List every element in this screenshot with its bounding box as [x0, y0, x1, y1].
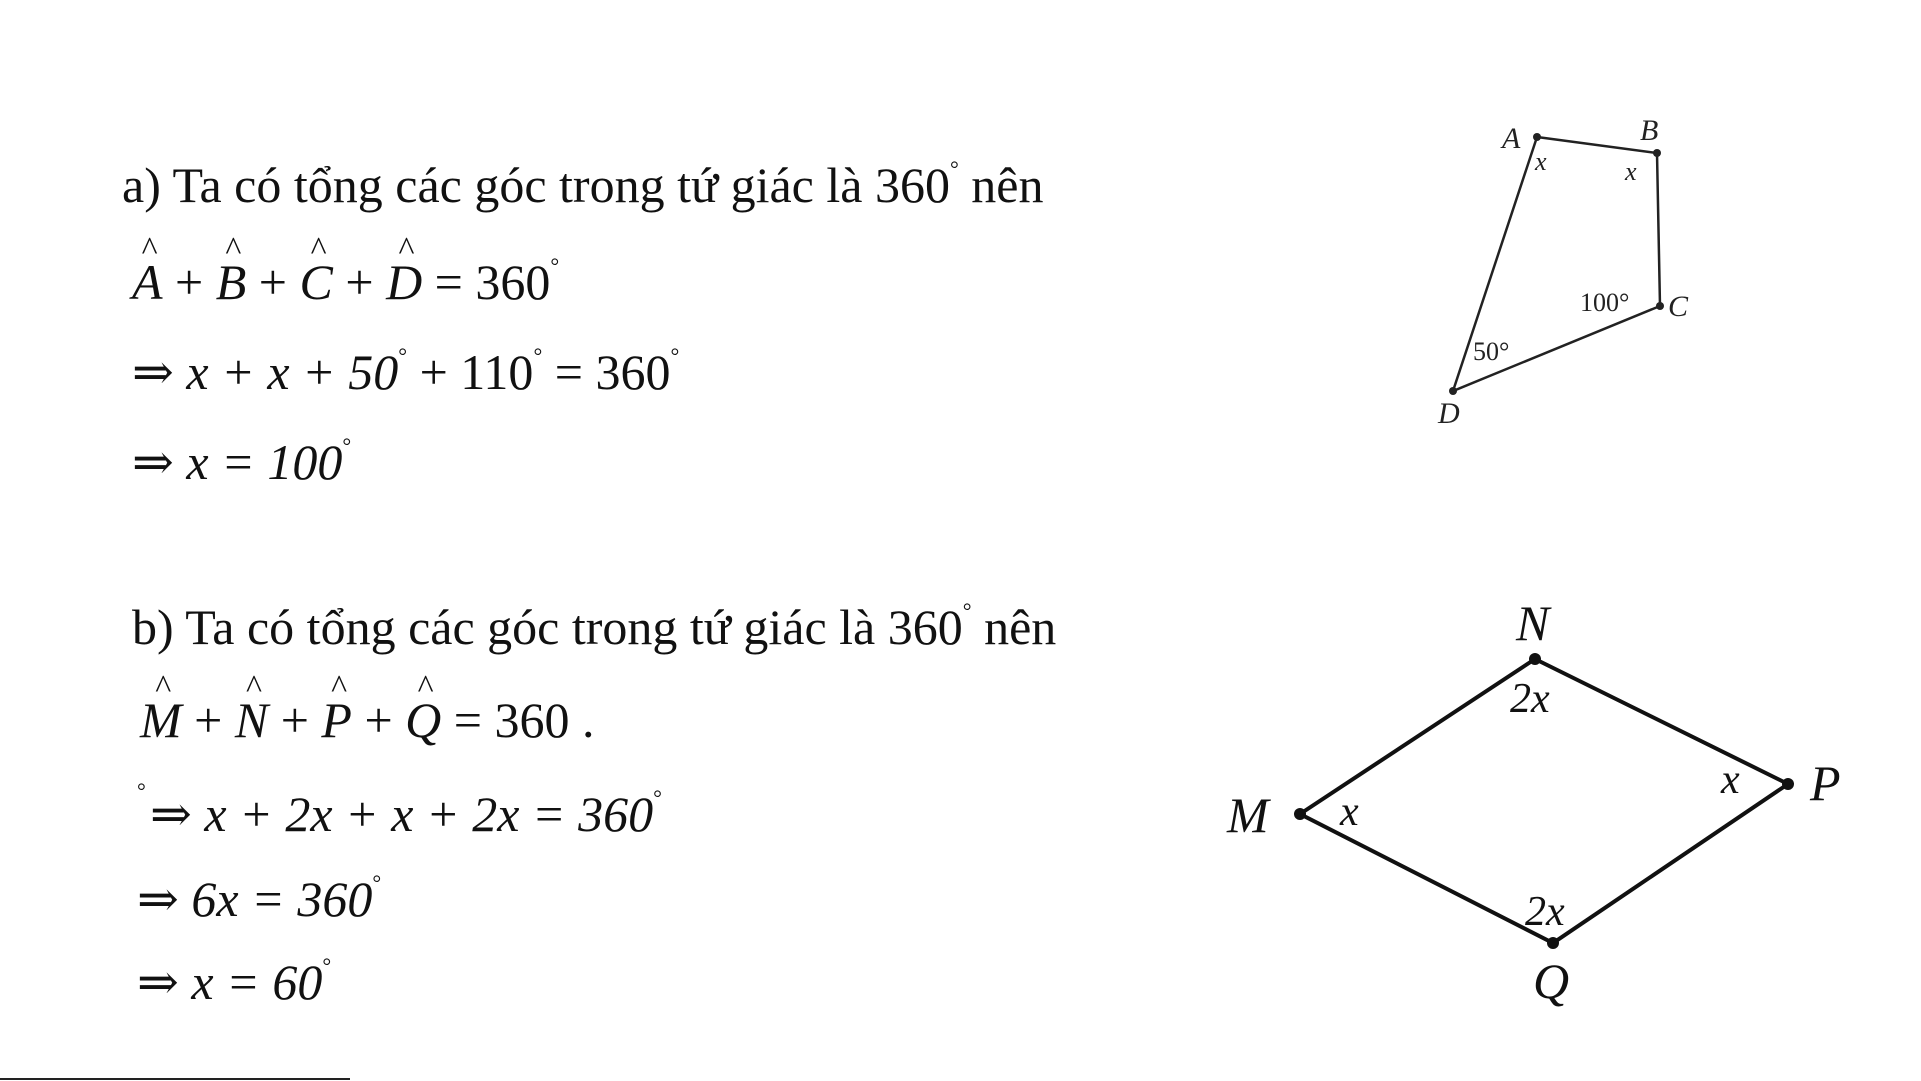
part-a-equation-1-rhs: = 360	[434, 254, 551, 310]
part-b-equation-1-rhs: = 360 .	[453, 692, 595, 748]
angle-c-value: 100°	[1580, 288, 1630, 317]
part-a-equation-2-expr-b: + 110	[407, 344, 534, 400]
stray-degree-mark: °	[137, 778, 146, 803]
angle-b-value: x	[1625, 157, 1637, 186]
implies-arrow: ⇒	[137, 954, 179, 1010]
part-b-equation-1: ^ M + ^ N + ^ P + ^ Q = 360 .	[140, 695, 594, 745]
part-a-intro-value: 360	[874, 157, 950, 213]
part-b-intro-value: 360	[887, 599, 963, 655]
part-a-equation-3-expr: x = 100	[186, 434, 343, 490]
part-a-equation-2-expr-a: x + x + 50	[186, 344, 399, 400]
vertex-d-point	[1449, 387, 1457, 395]
vertex-b-point	[1653, 149, 1661, 157]
part-a-intro-text: a) Ta có tổng các góc trong tứ giác là	[122, 157, 863, 213]
part-a-intro-suffix: nên	[971, 157, 1044, 213]
part-a-equation-1: ^ A + ^ B + ^ C + ^ D = 360°	[132, 255, 559, 307]
angle-a-value: x	[1535, 147, 1547, 176]
angle-n-value: 2x	[1510, 676, 1550, 722]
implies-arrow: ⇒	[132, 434, 174, 490]
degree-mark: °	[372, 870, 382, 895]
angle-m-hat: ^ M	[140, 695, 182, 745]
angle-p-value: x	[1721, 757, 1740, 803]
vertex-p-point	[1782, 778, 1794, 790]
angle-a-hat: ^ A	[132, 257, 163, 307]
quadrilateral-mnpq-figure	[1226, 595, 1841, 1009]
angle-d-value: 50°	[1473, 337, 1510, 366]
degree-mark: °	[533, 343, 543, 368]
label-c: C	[1668, 290, 1689, 323]
quadrilateral-abcd-figure	[1437, 114, 1689, 430]
degree-mark: °	[962, 598, 972, 623]
implies-arrow: ⇒	[150, 786, 192, 842]
vertex-c-point	[1656, 302, 1664, 310]
angle-b-hat: ^ B	[216, 257, 247, 307]
degree-mark: °	[342, 433, 352, 458]
angle-n-hat: ^ N	[235, 695, 268, 745]
part-b-intro-suffix: nên	[984, 599, 1057, 655]
part-b-equation-4-expr: x = 60	[191, 954, 323, 1010]
label-b: B	[1640, 114, 1659, 147]
degree-mark: °	[653, 785, 662, 810]
footer-rule	[0, 1078, 350, 1080]
angle-q-hat: ^ Q	[405, 695, 441, 745]
degree-mark: °	[949, 156, 959, 181]
degree-mark: °	[322, 953, 332, 978]
label-m: M	[1227, 787, 1269, 843]
vertex-n-point	[1529, 653, 1541, 665]
degree-mark: °	[550, 253, 560, 278]
vertex-a-point	[1533, 133, 1541, 141]
implies-arrow: ⇒	[137, 871, 179, 927]
label-d: D	[1438, 397, 1460, 430]
degree-mark: °	[398, 343, 408, 368]
degree-mark: °	[670, 343, 680, 368]
part-b-intro-text: b) Ta có tổng các góc trong tứ giác là	[132, 599, 876, 655]
angle-d-hat: ^ D	[386, 257, 422, 307]
angle-m-value: x	[1340, 789, 1359, 835]
part-b-equation-3-expr: 6x = 360	[191, 871, 373, 927]
vertex-m-point	[1294, 808, 1306, 820]
label-n: N	[1516, 595, 1550, 651]
label-a: A	[1502, 122, 1521, 155]
label-p: P	[1810, 755, 1841, 811]
label-q: Q	[1533, 953, 1570, 1009]
part-a-equation-2-rhs: = 360	[542, 344, 671, 400]
angle-p-hat: ^ P	[321, 695, 352, 745]
angle-q-value: 2x	[1525, 889, 1565, 935]
angle-c-hat: ^ C	[300, 257, 333, 307]
vertex-q-point	[1547, 937, 1559, 949]
part-b-equation-2-expr: x + 2x + x + 2x = 360	[204, 786, 654, 842]
implies-arrow: ⇒	[132, 344, 174, 400]
